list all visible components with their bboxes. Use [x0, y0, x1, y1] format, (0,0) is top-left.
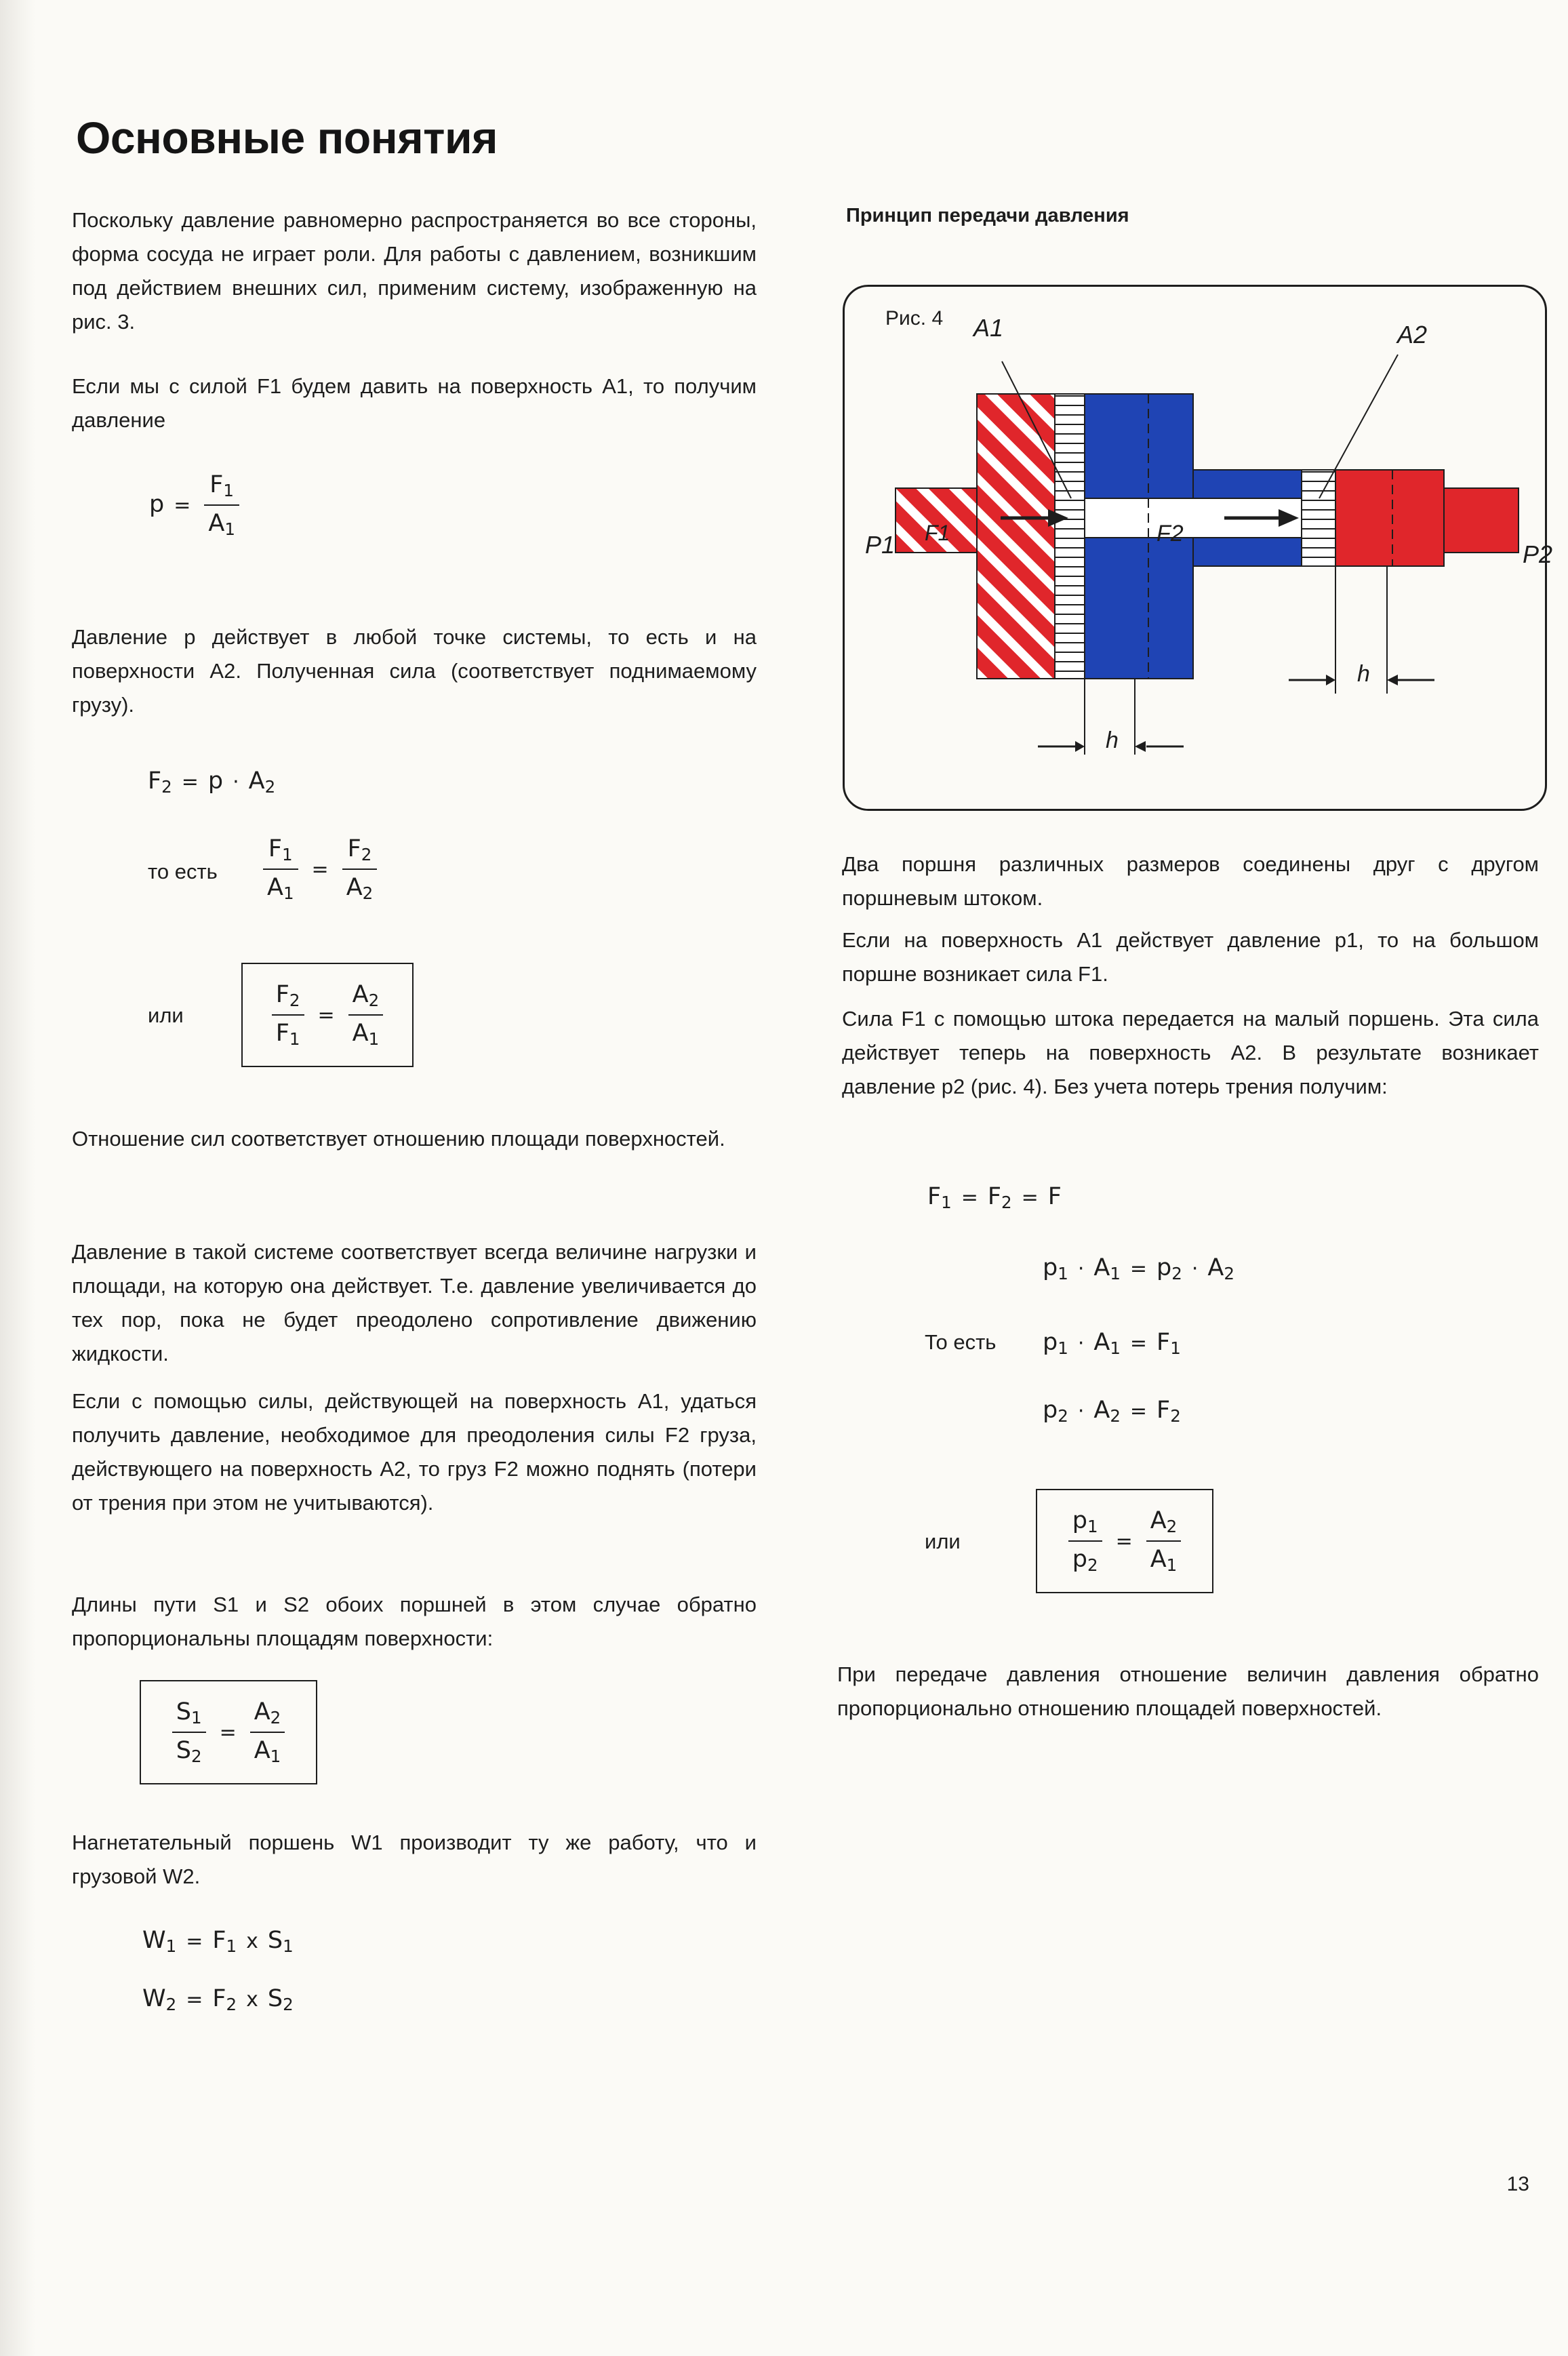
right-paragraph-1: Два поршня различных размеров соединены друг с другом поршневым штоком. — [842, 852, 1539, 910]
small-cylinder-bottom — [1193, 538, 1302, 566]
label-P2: P2 — [1523, 540, 1553, 568]
formula-force-2-right: $p_2 \cdot A_2 = F_2$ — [1043, 1397, 1181, 1426]
left-paragraph-6: Если с помощью силы, действующей на поверхность A1, удаться получить давление, необходимое для преодоления силы F2 груза, действующего на поверхность A2, то груз F2 можно поднять (потери от трения при этом не учитываются). — [72, 1389, 757, 1515]
formula-box-force-ratio: $\frac{F_2}{F_1}$ = $\frac{A_2}{A_1}$ — [241, 963, 414, 1067]
label-h-right: h — [1357, 661, 1370, 687]
formula-pressure: p = $\frac{F_1}{A_1}$ — [149, 471, 243, 539]
label-ili-1: или — [148, 1003, 184, 1027]
figure-4 — [843, 285, 1553, 811]
label-to-est-2: То есть — [925, 1330, 997, 1354]
large-piston-seal — [1055, 394, 1085, 679]
right-paragraph-4: При передаче давления отношение величин давления обратно пропорционально отношению площадей поверхностей. — [837, 1662, 1539, 1720]
figure-4-diagram — [845, 287, 1545, 809]
formula-ratio-1: $\frac{F_1}{A_1}$ = $\frac{F_2}{A_2}$ — [259, 835, 381, 903]
formula-force-1: $p_1 \cdot A_1 = F_1$ — [1043, 1329, 1181, 1359]
page-number: 13 — [1506, 2173, 1529, 2195]
left-paragraph-4: Отношение сил соответствует отношению площади поверхностей. — [72, 1127, 725, 1151]
left-chamber — [977, 394, 1055, 679]
formula-pressure-area: $p_1 \cdot A_1 = p_2 \cdot A_2$ — [1043, 1254, 1234, 1284]
left-paragraph-8: Нагнетательный поршень W1 производит ту же работу, что и грузовой W2. — [72, 1831, 757, 1888]
small-cylinder-top — [1193, 470, 1302, 498]
label-F1: F1 — [925, 521, 950, 545]
figure-caption: Рис. 4 — [885, 307, 944, 330]
small-piston-seal — [1302, 470, 1335, 566]
right-outlet — [1444, 488, 1519, 553]
label-F2: F2 — [1157, 521, 1184, 546]
formula-force-2: $F_2 = p \cdot A_2$ — [148, 767, 276, 797]
left-paragraph-5: Давление в такой системе соответствует всегда величине нагрузки и площади, на которую она действует. Т.е. давление увеличивается до тех пор, пока не будет преодолено сопротивление движению жидкости. — [72, 1240, 757, 1365]
section-heading: Принцип передачи давления — [846, 205, 1129, 226]
formula-box-stroke-ratio: $\frac{S_1}{S_2}$ = $\frac{A_2}{A_1}$ — [140, 1680, 317, 1784]
label-P1: P1 — [865, 531, 896, 559]
formula-work-1: $W_1 = F_1$ x $S_1$ — [142, 1927, 294, 1957]
left-paragraph-1: Поскольку давление равномерно распространяется во все стороны, форма сосуда не играет роли. Для работы с давлением, возникшим под действием внешних сил, применим систему, изображенную на рис. 3. — [72, 208, 757, 334]
right-paragraph-2: Если на поверхность A1 действует давление p1, то на большом поршне возникает сила F1. — [842, 928, 1539, 986]
formula-box-pressure-ratio: $\frac{p_1}{p_2}$ = $\frac{A_2}{A_1}$ — [1036, 1489, 1213, 1593]
right-chamber — [1335, 470, 1444, 566]
left-paragraph-3: Давление p действует в любой точке системы, то есть и на поверхности A2. Полученная сила (соответствует поднимаемому грузу). — [72, 625, 757, 717]
label-A2: A2 — [1397, 321, 1428, 348]
page-title: Основные понятия — [76, 113, 498, 163]
left-paragraph-7: Длины пути S1 и S2 обоих поршней в этом случае обратно пропорциональны площадям поверхности: — [72, 1593, 757, 1650]
right-paragraph-3: Сила F1 с помощью штока передается на малый поршень. Эта сила действует теперь на поверхность A2. В результате возникает давление p2 (рис. 4). Без учета потерь трения получим: — [842, 1007, 1539, 1098]
label-to-est-1: то есть — [148, 860, 218, 883]
label-h-bottom: h — [1106, 727, 1119, 753]
page-binding-shadow — [0, 0, 35, 2356]
formula-work-2: $W_2 = F_2$ x $S_2$ — [142, 1985, 294, 2015]
label-ili-2: или — [925, 1530, 961, 1553]
label-A1: A1 — [973, 314, 1004, 342]
left-paragraph-2: Если мы с силой F1 будем давить на поверхность A1, то получим давление — [72, 374, 757, 432]
formula-forces-equal: $F_1 = F_2 = F$ — [927, 1183, 1062, 1213]
